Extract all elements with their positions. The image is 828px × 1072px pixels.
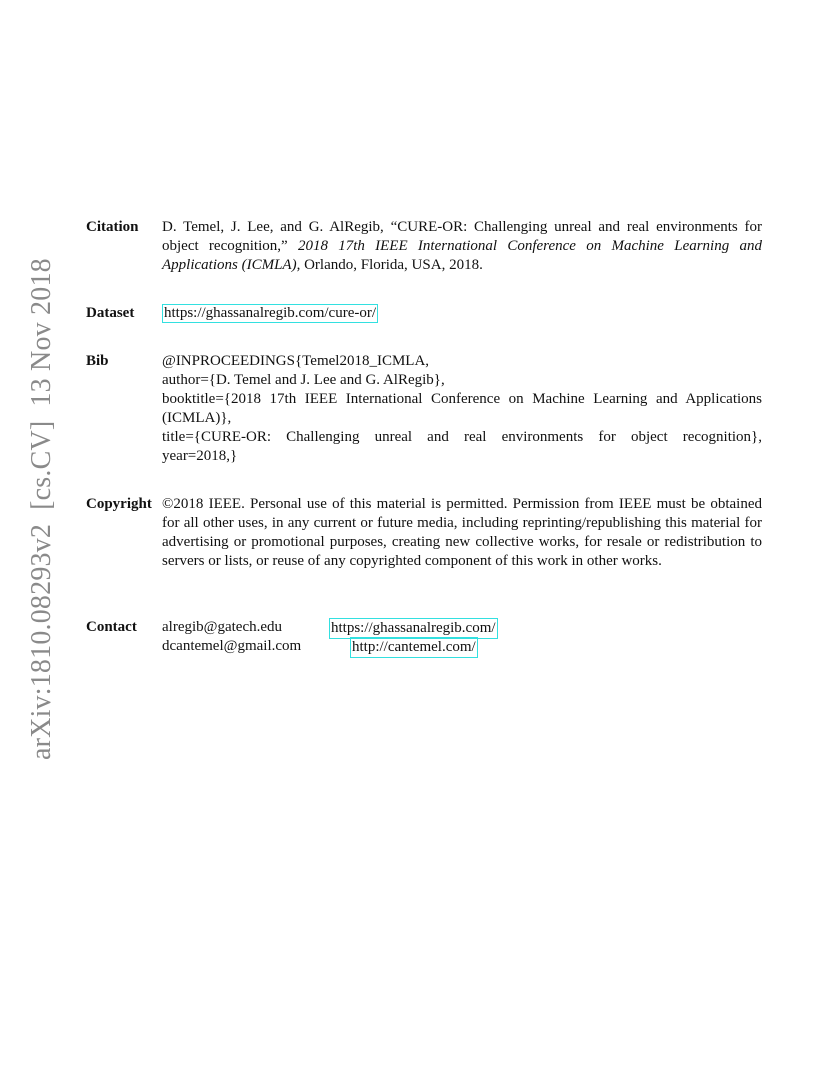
- citation-section: [86, 218, 762, 278]
- contact-email-dcantemel[interactable]: dcantemel@gmail.com: [162, 638, 302, 654]
- bib-line: title={CURE-OR: Challenging unreal and real environments for object recognition},: [162, 429, 762, 445]
- dataset-link[interactable]: https://ghassanalregib.com/cure-or/: [164, 305, 377, 321]
- citation-text: [162, 218, 762, 275]
- copyright-label: Copyright: [86, 496, 152, 512]
- bib-line: year=2018,}: [162, 448, 238, 464]
- bib-line: (ICMLA)},: [162, 410, 232, 426]
- citation-location: , Orlando, Florida, USA, 2018.: [296, 257, 483, 273]
- citation-venue: 2018 17th IEEE International Conference on Machine Learning and Applications (ICMLA): [162, 238, 763, 273]
- citation-authors-title: D. Temel, J. Lee, and G. AlRegib, “CURE-OR: Challenging unreal and real environments for object recognition,”: [162, 219, 762, 254]
- bib-line: booktitle={2018 17th IEEE International Conference on Machine Learning and Applications: [162, 391, 762, 407]
- dataset-section: [86, 304, 762, 326]
- copyright-section: [86, 495, 762, 595]
- contact-email-alregib[interactable]: alregib@gatech.edu: [162, 619, 283, 635]
- dataset-label: Dataset: [86, 305, 135, 321]
- arxiv-date: 13 Nov 2018: [26, 258, 57, 407]
- bib-line: @INPROCEEDINGS{Temel2018_ICMLA,: [162, 353, 430, 369]
- bib-entry: [162, 352, 762, 466]
- bib-label: Bib: [86, 353, 109, 369]
- contact-link-ghassanalregib[interactable]: https://ghassanalregib.com/: [329, 618, 498, 639]
- copyright-text: ©2018 IEEE. Personal use of this material is permitted. Permission from IEEE must be obtained for all other uses, in any current or future media, including reprinting/republishing this material for advertising or promotional purposes, creating new collective works, for resale or redistribution to servers or lists, or reuse of any copyrighted component of this work in other works.: [162, 496, 762, 569]
- contact-details: [162, 618, 762, 658]
- bib-section: [86, 352, 762, 472]
- dataset-body: [162, 304, 762, 323]
- arxiv-identifier-stamp: [22, 258, 62, 760]
- contact-section: [86, 618, 762, 658]
- citation-label: Citation: [86, 219, 139, 235]
- bib-line: author={D. Temel and J. Lee and G. AlRegib},: [162, 372, 445, 388]
- contact-link-cantemel[interactable]: http://cantemel.com/: [350, 637, 478, 658]
- arxiv-category: [cs.CV]: [26, 420, 57, 510]
- contact-label: Contact: [86, 619, 137, 635]
- arxiv-id: arXiv:1810.08293v2: [26, 523, 57, 760]
